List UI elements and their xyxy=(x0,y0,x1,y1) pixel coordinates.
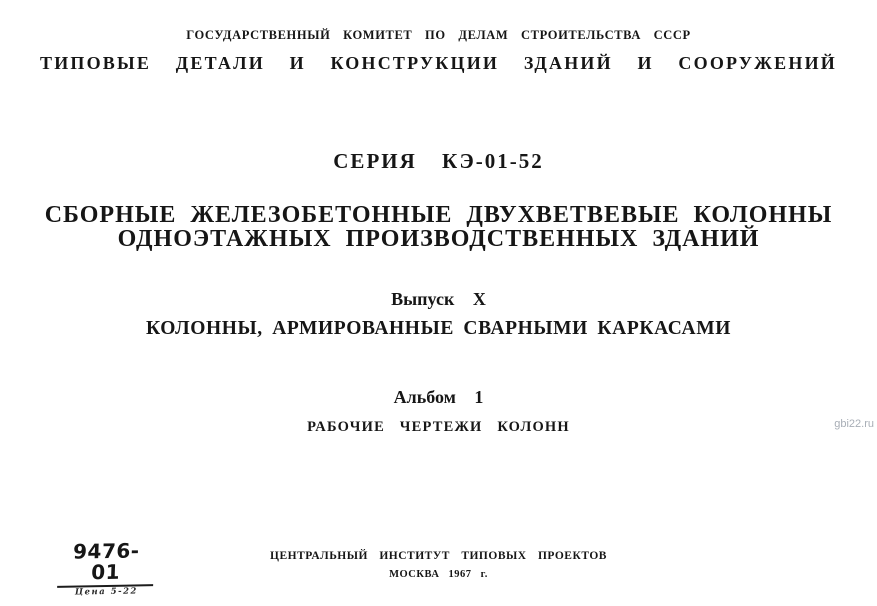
main-title-line2: ОДНОЭТАЖНЫХ ПРОИЗВОДСТВЕННЫХ ЗДАНИЙ xyxy=(117,226,760,252)
series-number-line: СЕРИЯ КЭ-01-52 xyxy=(333,149,544,173)
watermark: gbi22.ru xyxy=(834,418,874,430)
album-label: Альбом 1 xyxy=(393,387,484,407)
org-name-line: ГОСУДАРСТВЕННЫЙ КОМИТЕТ ПО ДЕЛАМ СТРОИТЕЛЬСТВА СССР xyxy=(186,28,691,42)
main-title-line1: СБОРНЫЕ ЖЕЛЕЗОБЕТОННЫЕ ДВУХВЕТВЕВЫЕ КОЛОННЫ xyxy=(44,202,833,228)
price-note: Цена 5-22 xyxy=(74,586,139,598)
series-family-line: ТИПОВЫЕ ДЕТАЛИ И КОНСТРУКЦИИ ЗДАНИЙ И СООРУЖЕНИЙ xyxy=(40,53,837,73)
city-year-line: МОСКВА 1967 г. xyxy=(389,569,488,580)
album-subtitle: РАБОЧИЕ ЧЕРТЕЖИ КОЛОНН xyxy=(307,419,570,435)
publisher-line: ЦЕНТРАЛЬНЫЙ ИНСТИТУТ ТИПОВЫХ ПРОЕКТОВ xyxy=(270,550,607,562)
doc-number-stamp xyxy=(58,540,155,598)
issue-subtitle: КОЛОННЫ, АРМИРОВАННЫЕ СВАРНЫМИ КАРКАСАМИ xyxy=(146,318,731,339)
issue-label: Выпуск X xyxy=(391,289,486,309)
doc-number: 9476-01 xyxy=(57,540,155,588)
